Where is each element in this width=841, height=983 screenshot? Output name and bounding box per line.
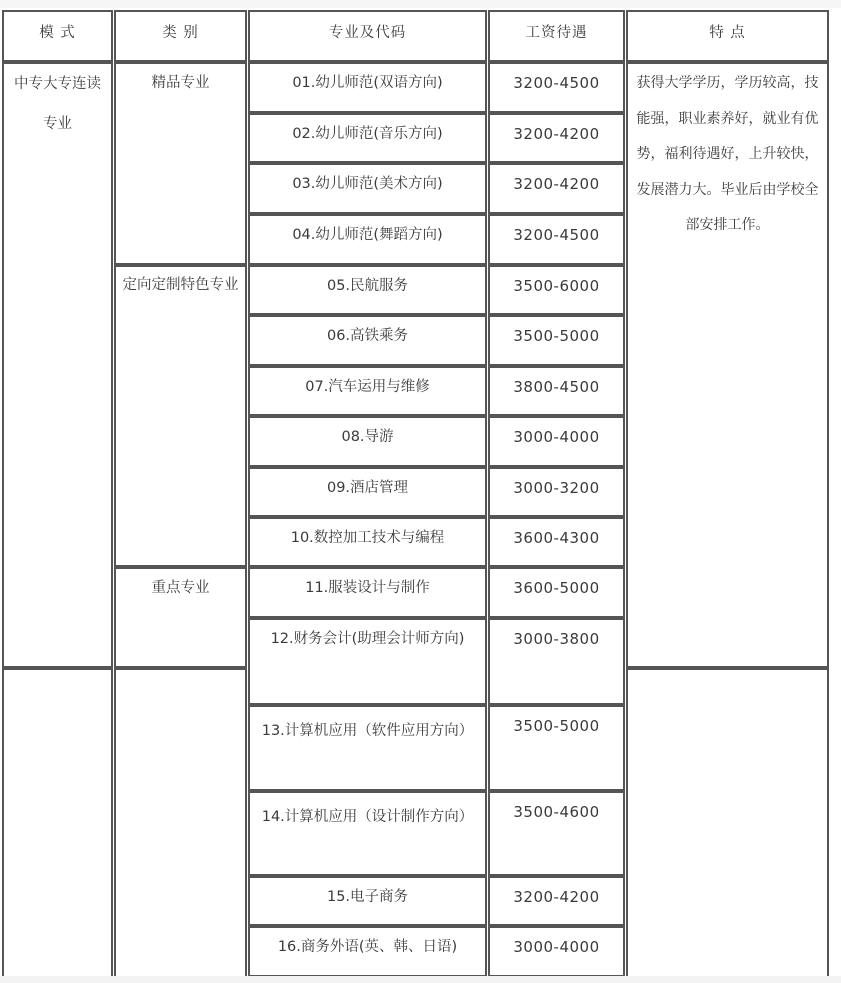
page-top-margin <box>0 0 841 8</box>
salary-cell: 3200-4500 <box>488 214 625 265</box>
salary-cell: 3200-4200 <box>488 163 625 214</box>
major-cell: 04.幼儿师范(舞蹈方向) <box>248 214 487 265</box>
salary-cell: 3600-4300 <box>488 517 625 567</box>
header-mode: 模 式 <box>2 10 113 62</box>
feature-cell-continued <box>626 668 829 978</box>
major-cell <box>248 668 487 705</box>
salary-cell: 3000-4000 <box>488 416 625 467</box>
major-cell: 02.幼儿师范(音乐方向) <box>248 113 487 163</box>
category-cell: 重点专业 <box>114 567 247 668</box>
salary-cell: 3600-5000 <box>488 567 625 618</box>
salary-cell: 3000-3800 <box>488 618 625 668</box>
major-cell: 08.导游 <box>248 416 487 467</box>
major-cell: 06.高铁乘务 <box>248 315 487 366</box>
salary-cell: 3200-4200 <box>488 113 625 163</box>
major-cell: 03.幼儿师范(美术方向) <box>248 163 487 214</box>
mode-cell: 中专大专连读专业 <box>2 62 113 668</box>
header-salary: 工资待遇 <box>488 10 625 62</box>
major-cell: 07.汽车运用与维修 <box>248 366 487 416</box>
salary-cell: 3500-6000 <box>488 265 625 315</box>
salary-cell: 3000-3200 <box>488 467 625 517</box>
major-cell: 15.电子商务 <box>248 876 487 926</box>
salary-cell: 3500-5000 <box>488 315 625 366</box>
category-cell-continued <box>114 668 247 978</box>
salary-cell: 3500-5000 <box>488 705 625 791</box>
major-cell: 10.数控加工技术与编程 <box>248 517 487 567</box>
major-cell: 16.商务外语(英、韩、日语) <box>248 926 487 977</box>
page-bottom-margin <box>0 976 841 983</box>
major-cell: 05.民航服务 <box>248 265 487 315</box>
category-cell: 精品专业 <box>114 62 247 265</box>
major-cell: 14.计算机应用（设计制作方向） <box>248 791 487 876</box>
salary-cell: 3500-4600 <box>488 791 625 876</box>
feature-cell: 获得大学学历，学历较高，技能强，职业素养好，就业有优势，福利待遇好，上升较快，发展潜力大。毕业后由学校全部安排工作。 <box>626 62 829 668</box>
major-cell: 01.幼儿师范(双语方向) <box>248 62 487 113</box>
header-feature: 特 点 <box>626 10 829 62</box>
header-major: 专业及代码 <box>248 10 487 62</box>
major-cell: 12.财务会计(助理会计师方向) <box>248 618 487 668</box>
salary-cell: 3200-4200 <box>488 876 625 926</box>
salary-cell: 3000-4000 <box>488 926 625 977</box>
header-category: 类 别 <box>114 10 247 62</box>
salary-cell: 3800-4500 <box>488 366 625 416</box>
major-cell: 11.服装设计与制作 <box>248 567 487 618</box>
mode-cell-continued <box>2 668 113 978</box>
major-cell: 13.计算机应用（软件应用方向） <box>248 705 487 791</box>
category-cell: 定向定制特色专业 <box>114 265 247 567</box>
salary-cell: 3200-4500 <box>488 62 625 113</box>
major-cell: 09.酒店管理 <box>248 467 487 517</box>
salary-cell <box>488 668 625 705</box>
